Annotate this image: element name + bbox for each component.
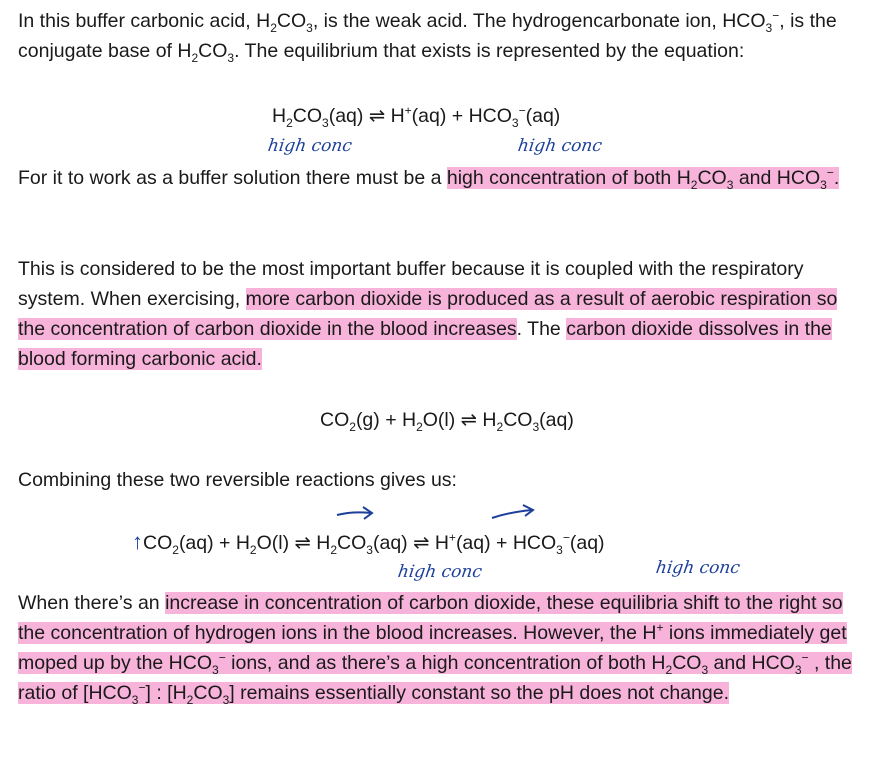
highlight: increase in concentration of carbon dioxide, these equilibria shift to the right so the concentration of hydrogen ions in the blood increases. However, the H+ ions immediately get moped up by the $HCO_3^-$ ions, and as there’s a high concentration of both $H_2CO_3$ and $HCO_3^-$ , the ratio of $[HCO_3^-]$ : $[H_2CO_3]$ remains essentially constant so the pH does not change. — [18, 592, 852, 707]
handwritten-note-high-conc: high conc — [654, 558, 742, 578]
intro-paragraph: In this buffer carbonic acid, $H_2CO_3$, is the weak acid. The hydrogencarbonate ion, $HCO_3^-$, is the conjugate base of $H_2CO_3$. The equilibrium that exists is represented by the equation: — [18, 8, 837, 65]
buffer-requirement-paragraph: For it to work as a buffer solution there must be a high concentration of both $H_2CO_3$ and $HCO_3^-$. — [18, 165, 840, 192]
arrow-right-icon — [490, 503, 538, 523]
combining-paragraph: Combining these two reversible reactions gives us: — [18, 469, 457, 491]
handwritten-note-high-conc: high conc — [266, 136, 354, 156]
highlight: high concentration of both $H_2CO_3$ and $HCO_3^-$. — [446, 165, 840, 192]
equation-co2-dissolving: $CO_2(g) + H_2O(l)$ ⇌ $H_2CO_3(aq)$ — [320, 409, 574, 434]
highlight: carbon dioxide dissolves in the blood forming carbonic acid. — [18, 318, 832, 370]
arrow-right-icon — [335, 503, 377, 523]
highlight: more carbon dioxide is produced as a result of aerobic respiration so the concentration of carbon dioxide in the blood increases — [18, 288, 838, 340]
equilibrium-shift-paragraph: When there’s an increase in concentration of carbon dioxide, these equilibria shift to the right so the concentration of hydrogen ions in the blood increases. However, the H+ ions immediately get moped up by the $HCO_3^-$ ions, and as there’s a high concentration of both $H_2CO_3$ and $HCO_3^-$ , the ratio of $[HCO_3^-]$ : $[H_2CO_3]$ remains essentially constant so the pH does not change. — [18, 592, 852, 707]
handwritten-note-high-conc: high conc — [396, 562, 484, 582]
handwritten-note-high-conc: high conc — [516, 136, 604, 156]
equation-combined: $↑CO_2(aq) + H_2O(l)$ ⇌ $H_2CO_3(aq)$ ⇌ $H^+(aq) + HCO_3^-(aq)$ — [132, 529, 605, 557]
up-arrow-icon: ↑ — [132, 529, 143, 554]
equation-carbonic-dissociation: $H_2CO_3(aq)$ ⇌ $H^+(aq) + HCO_3^-(aq)$ — [272, 103, 561, 130]
respiratory-paragraph: This is considered to be the most important buffer because it is coupled with the respiratory system. When exercising, more carbon dioxide is produced as a result of aerobic respiration so the concentration of carbon dioxide in the blood increases. The carbon dioxide dissolves in the blood forming carbonic acid. — [18, 258, 838, 370]
